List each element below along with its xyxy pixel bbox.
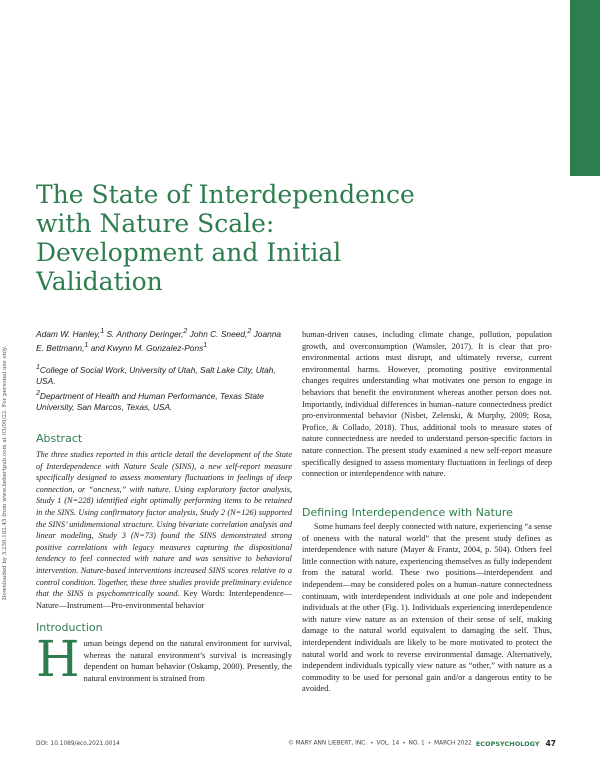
article-title bbox=[36, 180, 456, 296]
title-line-3: Development and Initial Validation bbox=[36, 238, 342, 296]
drop-cap: H bbox=[36, 630, 80, 688]
download-note bbox=[2, 300, 16, 600]
journal-color-band bbox=[570, 0, 600, 176]
affiliations bbox=[36, 362, 291, 414]
volume: VOL. 14 bbox=[376, 740, 400, 747]
abstract-heading: Abstract bbox=[36, 432, 83, 445]
author-5: and Kwynn M. Gonzalez-Pons$^1$ bbox=[90, 342, 208, 354]
affiliation-2: $^2$Department of Health and Human Performance, Texas State University, San Marcos, Texas, USA. bbox=[36, 389, 264, 413]
publisher: © MARY ANN LIEBERT, INC. bbox=[287, 740, 368, 747]
column-2-paragraph: human-driven causes, including climate change, pollution, population growth, and overconsumption (Wamsler, 2017). It is clear that pro-environmental actions must disrupt, and ultimately reverse, current environmental harms. However, promoting positive environmental changes requires understanding what motivates one person to engage in behaviors that benefit the environment whereas another person does not. Importantly, individual differences in human–nature connectedness predict pro-environmental behavior (Nisbet, Zelenski, & Murphy, 2009; Rosa, Profice, & Collado, 2018). Thus, additional tools to measure states of nature connectedness are needed to understand person-specific factors in nature connection. The present study examined a new self-report measure specifically designed to assess momentary fluctuations in feelings of deep connection or interdependence with nature. bbox=[302, 330, 552, 479]
footer-citation: © MARY ANN LIEBERT, INC. • VOL. 14 • NO. 1 • MARCH 2022 ECOPSYCHOLOGY 47 bbox=[287, 739, 556, 748]
author-list bbox=[36, 326, 291, 355]
introduction-text: Human beings depend on the natural environment for survival, whereas the natural environment’s survival is increasingly dependent on human behavior (Oskamp, 2000). Presently, the natural environment is strained from bbox=[36, 630, 292, 688]
journal-name: ECOPSYCHOLOGY bbox=[475, 739, 540, 748]
page-footer bbox=[36, 739, 556, 751]
author-3: John C. Sneed,$^2$ bbox=[189, 328, 252, 339]
title-line-1: The State of Interdependence bbox=[36, 180, 415, 209]
keywords: Interdependence—Nature—Instrument—Pro-environmental behavior bbox=[36, 589, 293, 610]
author-4: Joanna E. Bettmann,$^1$ bbox=[36, 328, 282, 354]
doi: DOI: 10.1089/eco.2021.0014 bbox=[36, 741, 120, 747]
page-number: 47 bbox=[545, 739, 556, 748]
affiliation-1: $^1$College of Social Work, University of Utah, Salt Lake City, Utah, USA. bbox=[36, 364, 276, 387]
introduction-heading: Introduction bbox=[36, 621, 103, 634]
abstract-text: The three studies reported in this article detail the development of the State of Interdependence with Nature Scale (SINS), a new self-report measure specifically designed to assess momentary fluctuations in feelings of deep connection, or “oncness,” with nature. Using exploratory factor analysis, Study 1 (N=228) identified eight optimally performing items to be retained in the SINS. Using confirmatory factor analysis, Study 2 (N=126) supported the SINS’ unidimensional structure. Using bivariate correlation analysis and linear modeling, Study 3 (N=73) found the SINS demonstrated strong positive correlations with legacy measures capturing the dispositional tendency to feel connected with nature and was sensitive to behavioral intervention. Nature-based interventions increased SINS scores relative to a control condition. Together, these three studies provide preliminary evidence that the SINS is psychometrically sound. Key Words: Interdependence—Nature—Instrument—Pro-environmental behavior bbox=[36, 450, 293, 610]
issue: NO. 1 bbox=[408, 740, 425, 747]
title-line-2: with Nature Scale: bbox=[36, 209, 275, 238]
author-2: S. Anthony Deringer,$^2$ bbox=[106, 328, 188, 339]
defining-heading: Defining Interdependence with Nature bbox=[302, 506, 513, 519]
download-note-text: Downloaded by 3.238.182.45 from www.liebertpub.com at 03/09/22. For personal use only. bbox=[2, 345, 8, 600]
defining-text: Some humans feel deeply connected with nature, experiencing “a sense of oneness with the natural world” that the present study defines as interdependence with nature (Mayer & Frantz, 2004, p. 504). Others feel little connection with nature, experiencing themselves as fully independent from the natural world. These two positions—interdependent and independent—may be considered poles on a human–nature connectedness continuum, with interdependent individuals at one pole and independent individuals at the other (Fig. 1). Individuals experiencing interdependence with nature view nature as an extension of their sense of self, making damage to the natural world equivalent to damaging the self. Thus, interdependent individuals are likely to be more motivated to protect the natural world and work to reverse environmental damage. Alternatively, independent individuals typically view nature as “other,” with nature as a commodity to be used for personal gain and/or a dangerous entity to be avoided. bbox=[302, 522, 552, 694]
date: MARCH 2022 bbox=[434, 740, 472, 747]
keywords-label: Key Words: bbox=[183, 589, 225, 599]
author-1: Adam W. Hanley,$^1$ bbox=[36, 328, 105, 339]
